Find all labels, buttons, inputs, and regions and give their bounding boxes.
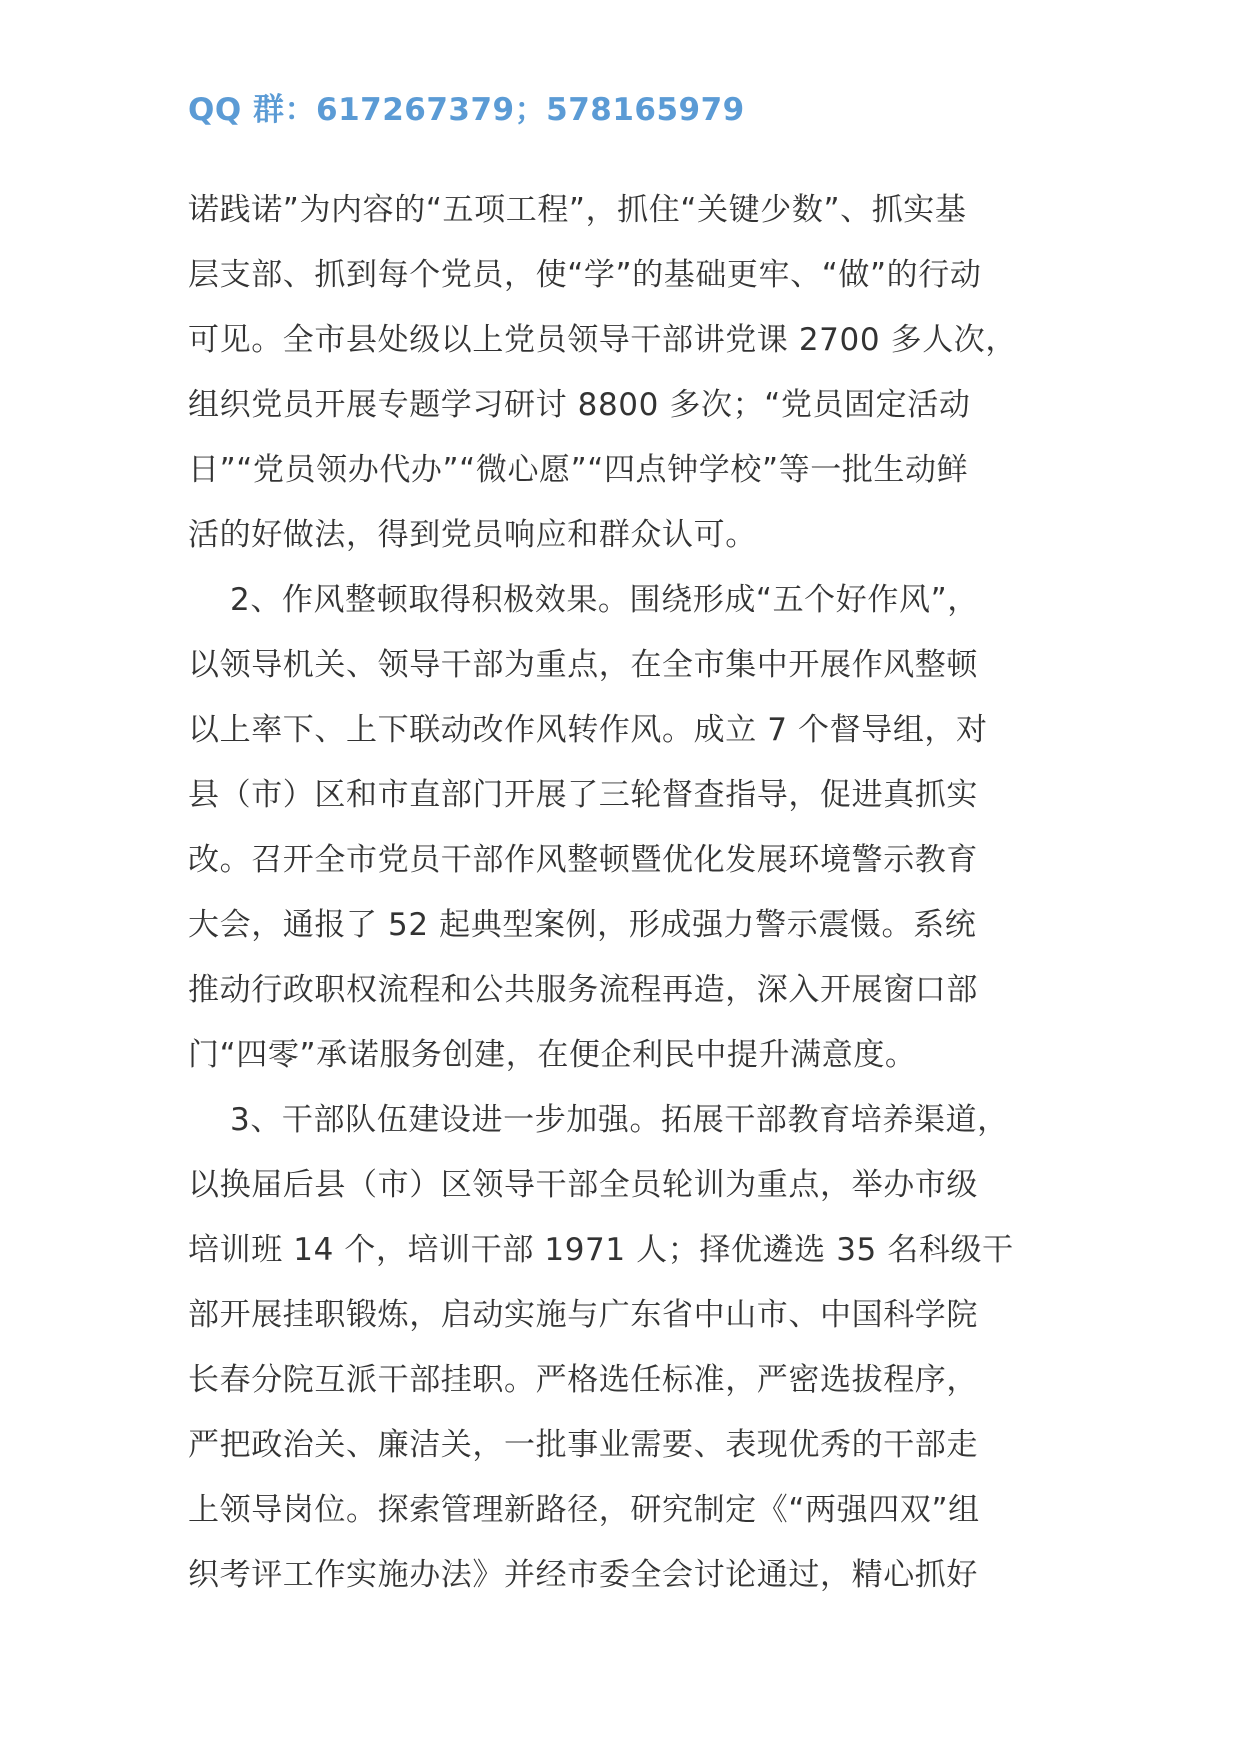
text-line: 培训班 14 个，培训干部 1971 人；择优遴选 35 名科级干 <box>188 1232 1014 1268</box>
text-line: 以上率下、上下联动改作风转作风。成立 7 个督导组，对 <box>188 712 988 748</box>
paragraph-start-line: 2、作风整顿取得积极效果。围绕形成“五个好作风”， <box>230 582 979 618</box>
text-line: 大会，通报了 52 起典型案例，形成强力警示震慑。系统 <box>188 907 977 943</box>
text-line: 长春分院互派干部挂职。严格选任标准，严密选拔程序， <box>188 1362 978 1398</box>
text-line: 以领导机关、领导干部为重点，在全市集中开展作风整顿 <box>188 647 978 683</box>
document-body <box>188 178 1088 1608</box>
text-line: 以换届后县（市）区领导干部全员轮训为重点，举办市级 <box>188 1167 978 1203</box>
text-line: 改。召开全市党员干部作风整顿暨优化发展环境警示教育 <box>188 842 978 878</box>
text-line: 县（市）区和市直部门开展了三轮督查指导，促进真抓实 <box>188 777 978 813</box>
paragraph-start-line: 3、干部队伍建设进一步加强。拓展干部教育培养渠道， <box>230 1102 1009 1138</box>
text-line: 织考评工作实施办法》并经市委全会讨论通过，精心抓好 <box>188 1557 978 1593</box>
text-line: 门“四零”承诺服务创建，在便企利民中提升满意度。 <box>188 1037 917 1073</box>
text-line: 层支部、抓到每个党员，使“学”的基础更牢、“做”的行动 <box>188 257 982 293</box>
text-line: 严把政治关、廉洁关，一批事业需要、表现优秀的干部走 <box>188 1427 978 1463</box>
text-line: 组织党员开展专题学习研讨 8800 多次；“党员固定活动 <box>188 387 971 423</box>
text-line: 诺践诺”为内容的“五项工程”，抓住“关键少数”、抓实基 <box>188 192 967 228</box>
text-line: 部开展挂职锻炼，启动实施与广东省中山市、中国科学院 <box>188 1297 978 1333</box>
text-line: 可见。全市县处级以上党员领导干部讲党课 2700 多人次， <box>188 322 1017 358</box>
text-line: 推动行政职权流程和公共服务流程再造，深入开展窗口部 <box>188 972 978 1008</box>
text-line: 上领导岗位。探索管理新路径，研究制定《“两强四双”组 <box>188 1492 980 1528</box>
text-line: 活的好做法，得到党员响应和群众认可。 <box>188 517 757 553</box>
text-line: 日”“党员领办代办”“微心愿”“四点钟学校”等一批生动鲜 <box>188 452 969 488</box>
qq-group-header: QQ 群：617267379；578165979 <box>188 92 745 128</box>
